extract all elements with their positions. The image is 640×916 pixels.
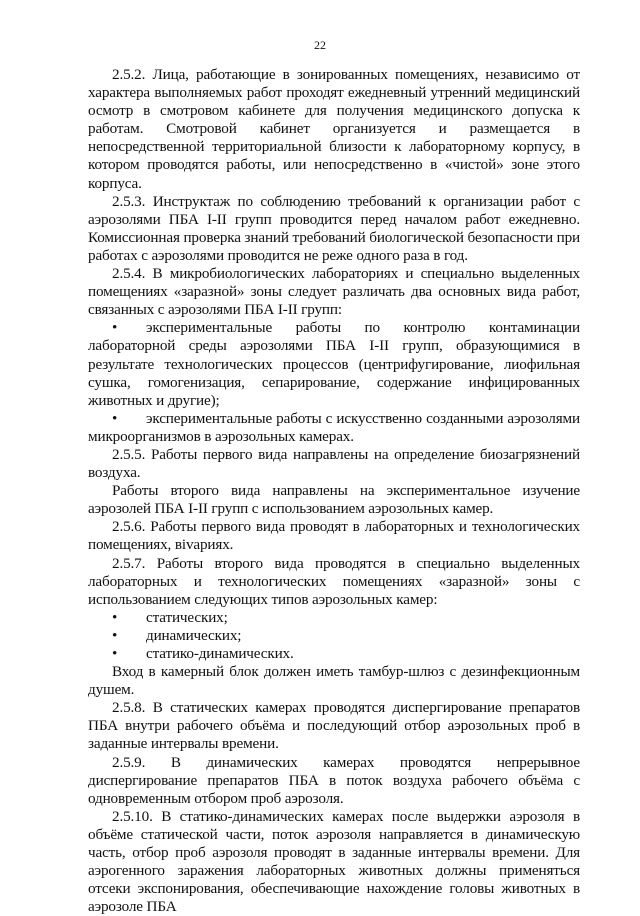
bullet-icon: • <box>112 645 118 662</box>
bullet-icon: • <box>112 626 118 644</box>
paragraph-2-5-10: 2.5.10. В статико-динамических камерах после выдержки аэрозоля в объёме статической части, поток аэрозоля направляется в динамическую часть, отбор проб аэрозоля проводят в заданные интервалы времени. Для аэрогенного заражения лабораторных животных должны применяться отсеки экспонирования, обеспечивающие нахождение головы животных в аэрозоле ПБА <box>88 807 580 916</box>
bullet-text: экспериментальные работы с искусственно созданными аэрозолями микроорганизмов в аэрозольных камерах. <box>88 409 580 445</box>
paragraph-2-5-5: 2.5.5. Работы первого вида направлены на определение биозагрязнений воздуха. <box>88 445 580 482</box>
bullet-item-contamination-control <box>88 319 580 409</box>
paragraph-2-5-6: 2.5.6. Работы первого вида проводят в лабораторных и технологических помещениях, вivариях. <box>88 518 580 554</box>
bullet-item-static-dynamic <box>88 645 580 663</box>
bullet-item-static <box>88 609 580 627</box>
paragraph-2-5-3: 2.5.3. Инструктаж по соблюдению требований к организации работ с аэрозолями ПБА I-II групп проводится перед началом работ ежедневно. Комиссионная проверка знаний требований биологической безопасности при работах с аэрозолями проводится не реже одного раза в год. <box>88 192 580 264</box>
paragraph-2-5-9: 2.5.9. В динамических камерах проводятся непрерывное диспергирование препаратов ПБА в поток воздуха рабочего объёма с одновременным отбором проб аэрозоля. <box>88 753 580 807</box>
paragraph-chamber-entry: Вход в камерный блок должен иметь тамбур-шлюз с дезинфекционным душем. <box>88 663 580 699</box>
bullet-text: статических; <box>146 608 228 626</box>
bullet-text: статико-динамических. <box>146 645 294 662</box>
bullet-text: экспериментальные работы по контролю контаминации лабораторной среды аэрозолями ПБА I-II групп, образующимися в результате технологических процессов (центрифугирование, лиофильная сушка, гомогенизация, сепарирование, содержание инфицированных животных и другие); <box>88 319 580 409</box>
paragraph-2-5-7: 2.5.7. Работы второго вида проводятся в специально выделенных лабораторных и технологических помещениях «заразной» зоны с использованием следующих типов аэрозольных камер: <box>88 554 580 608</box>
bullet-icon: • <box>112 608 118 626</box>
bullet-icon: • <box>112 409 118 427</box>
bullet-item-artificial-aerosols <box>88 410 580 446</box>
paragraph-2-5-2: 2.5.2. Лица, работающие в зонированных помещениях, независимо от характера выполняемых работ проходят ежедневный утренний медицинский осмотр в смотровом кабинете для получения медицинского допуска к работам. Смотровой кабинет организуется и размещается в непосредственной территориальной близости к лабораторному корпусу, в котором проводятся работы, или непосредственно в «чистой» зоне этого корпуса. <box>88 66 580 192</box>
paragraph-2-5-8: 2.5.8. В статических камерах проводятся диспергирование препаратов ПБА внутри рабочего объёма и последующий отбор аэрозольных проб в заданные интервалы времени. <box>88 699 580 753</box>
bullet-icon: • <box>112 319 118 337</box>
paragraph-2-5-4: 2.5.4. В микробиологических лабораториях и специально выделенных помещениях «заразной» зоны следует различать два основных вида работ, связанных с аэрозолями ПБА I-II групп: <box>88 265 580 319</box>
page-number: 22 <box>314 38 326 52</box>
document-body <box>88 66 580 916</box>
bullet-text: динамических; <box>146 626 242 644</box>
paragraph-second-type: Работы второго вида направлены на экспериментальное изучение аэрозолей ПБА I-II групп с использованием аэрозольных камер. <box>88 482 580 518</box>
bullet-item-dynamic <box>88 627 580 645</box>
